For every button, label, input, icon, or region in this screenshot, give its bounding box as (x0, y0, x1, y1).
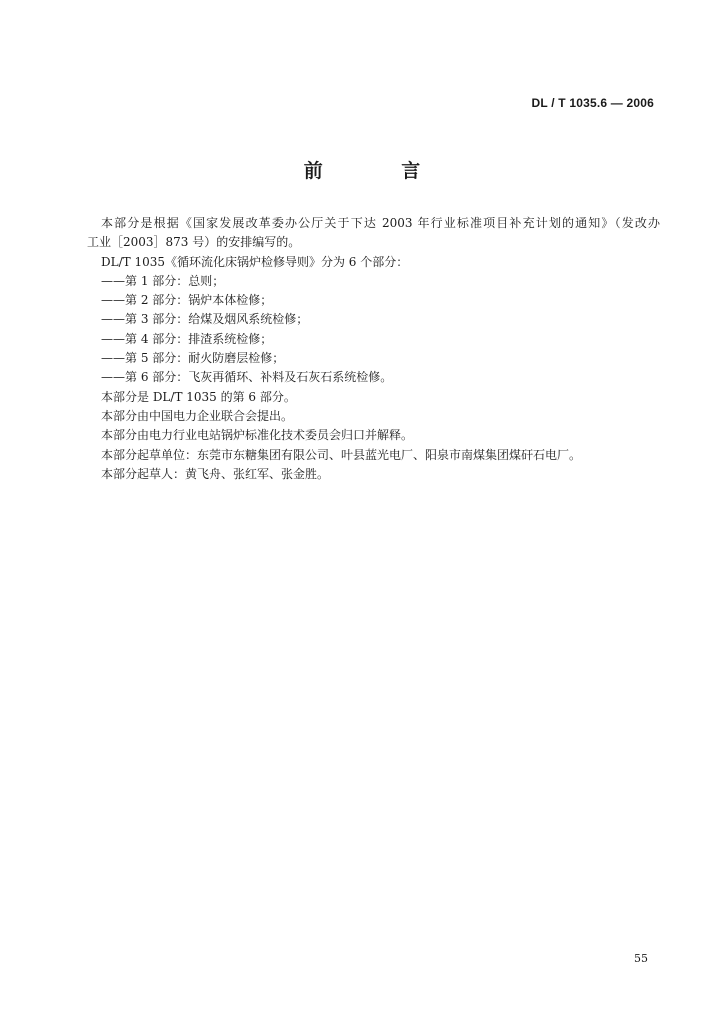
list-item: ——第 5 部分：耐火防磨层检修； (101, 351, 285, 366)
foreword-paragraph-line: 本部分是根据《国家发展改革委办公厅关于下达 2003 年行业标准项目补充计划的通知》（发改办 (101, 216, 660, 230)
list-item: ——第 3 部分：给煤及烟风系统检修； (101, 312, 309, 327)
list-item: ——第 1 部分：总则； (101, 273, 225, 288)
series-intro: DL/T 1035《循环流化床锅炉检修导则》分为 6 个部分： (101, 254, 409, 269)
page-title: 前 言 (303, 160, 457, 182)
list-item: ——第 4 部分：排渣系统检修； (101, 331, 273, 346)
foreword-paragraph-line: 工业［2003］873 号）的安排编写的。 (87, 235, 301, 250)
foreword-body (88, 214, 660, 484)
drafters-statement: 本部分起草人：黄飞舟、张红军、张金胜。 (101, 466, 330, 481)
proposed-by-statement: 本部分由中国电力企业联合会提出。 (101, 408, 294, 423)
page-number: 55 (634, 952, 648, 965)
drafting-units-statement: 本部分起草单位：东莞市东糖集团有限公司、叶县蓝光电厂、阳泉市南煤集团煤矸石电厂。 (101, 447, 582, 462)
list-item: ——第 2 部分：锅炉本体检修； (101, 293, 273, 308)
this-part-statement: 本部分是 DL/T 1035 的第 6 部分。 (101, 389, 296, 404)
standard-code: DL / T 1035.6 — 2006 (531, 96, 654, 110)
managed-by-statement: 本部分由电力行业电站锅炉标准化技术委员会归口并解释。 (101, 428, 414, 443)
list-item: ——第 6 部分：飞灰再循环、补料及石灰石系统检修。 (101, 370, 393, 385)
